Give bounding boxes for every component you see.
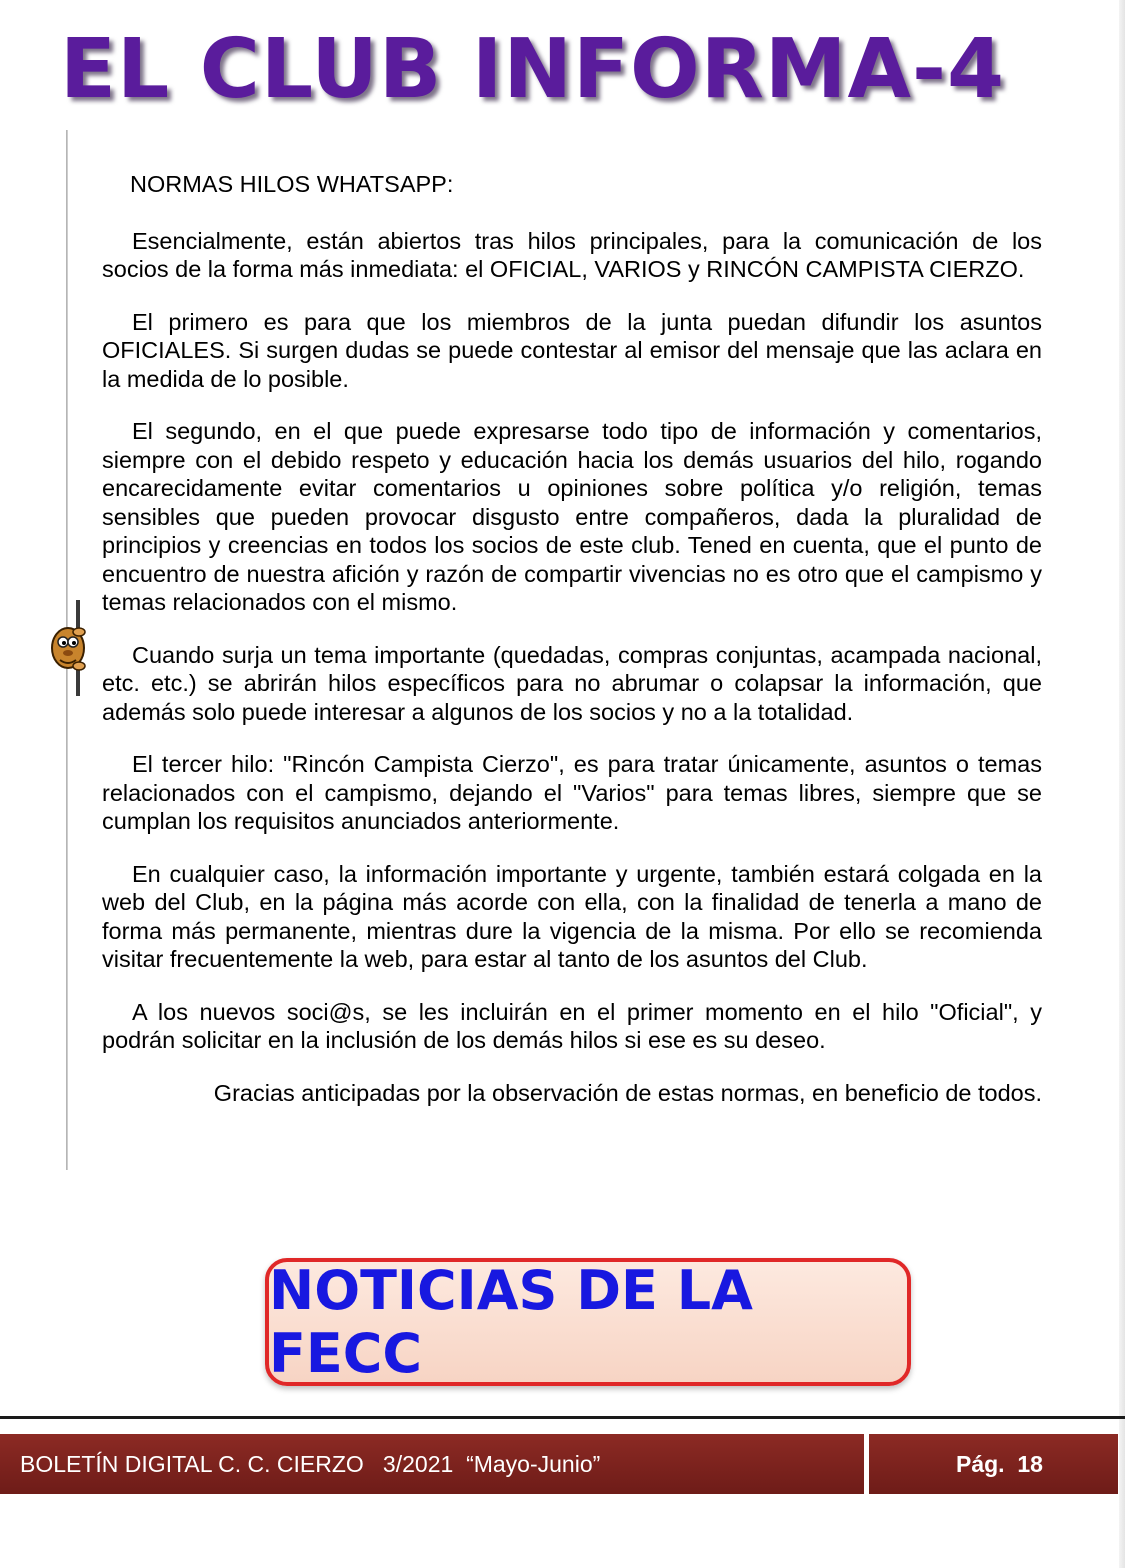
- page-edge: [1119, 0, 1125, 1568]
- footer-divider: [0, 1416, 1125, 1419]
- paragraph-temas-importantes: Cuando surja un tema importante (quedadas, compras conjuntas, acampada nacional, etc. etc.) se abrirán hilos específicos para no abrumar o colapsar la información, que además solo puede interesar a algunos de los socios y no a la totalidad.: [102, 641, 1042, 725]
- footer-bar: [0, 1434, 1118, 1494]
- section-banner-label: NOTICIAS DE LA FECC: [269, 1259, 753, 1385]
- footer-publication: BOLETÍN DIGITAL C. C. CIERZO 3/2021 “Mayo-Junio”: [20, 1451, 601, 1477]
- peeking-character-icon: [46, 600, 102, 696]
- article-heading: NORMAS HILOS WHATSAPP:: [130, 171, 454, 197]
- page-title: EL CLUB INFORMA-4: [59, 22, 1006, 117]
- footer-separator: [864, 1434, 869, 1494]
- paragraph-nuevos-socios: A los nuevos soci@s, se les incluirán en el primer momento en el hilo "Oficial", y podrán solicitar en la inclusión de los demás hilos si ese es su deseo.: [102, 998, 1042, 1053]
- paragraph-varios: El segundo, en el que puede expresarse todo tipo de información y comentarios, siempre con el debido respeto y educación hacia los demás usuarios del hilo, rogando encarecidamente evitar comentarios u opiniones sobre política y/o religión, temas sensibles que pueden provocar disgusto entre compañeros, dada la pluralidad de principios y creencias en todos los socios de este club. Tened en cuenta, que el punto de encuentro de nuestra afición y razón de compartir vivencias no es otro que el campismo y temas relacionados con el mismo.: [102, 418, 1042, 615]
- paragraph-rincon-campista: El tercer hilo: "Rincón Campista Cierzo", es para tratar únicamente, asuntos o temas relacionados con el campismo, dejando el "Varios" para temas libres, siempre que se cumplan los requisitos anunciados anteriormente.: [102, 751, 1042, 834]
- paragraph-closing: Gracias anticipadas por la observación de estas normas, en beneficio de todos.: [213, 1079, 1042, 1106]
- paragraph-intro: Esencialmente, están abiertos tras hilos principales, para la comunicación de los socios de la forma más inmediata: el OFICIAL, VARIOS y RINCÓN CAMPISTA CIERZO.: [102, 227, 1042, 282]
- paragraph-oficial: El primero es para que los miembros de la junta puedan difundir los asuntos OFICIALES. Si surgen dudas se puede contestar al emisor del mensaje que las aclara en la medida de lo posible.: [102, 308, 1042, 392]
- page-number: Pág. 18: [956, 1451, 1043, 1477]
- article-body: [102, 170, 1042, 1131]
- paragraph-web: En cualquier caso, la información importante y urgente, también estará colgada en la web del Club, en la página más acorde con ella, con la finalidad de tenerla a mano de forma más permanente, mientras dure la vigencia de la misma. Por ello se recomienda visitar frecuentemente la web, para estar al tanto de los asuntos del Club.: [102, 860, 1042, 972]
- section-banner: [265, 1258, 911, 1386]
